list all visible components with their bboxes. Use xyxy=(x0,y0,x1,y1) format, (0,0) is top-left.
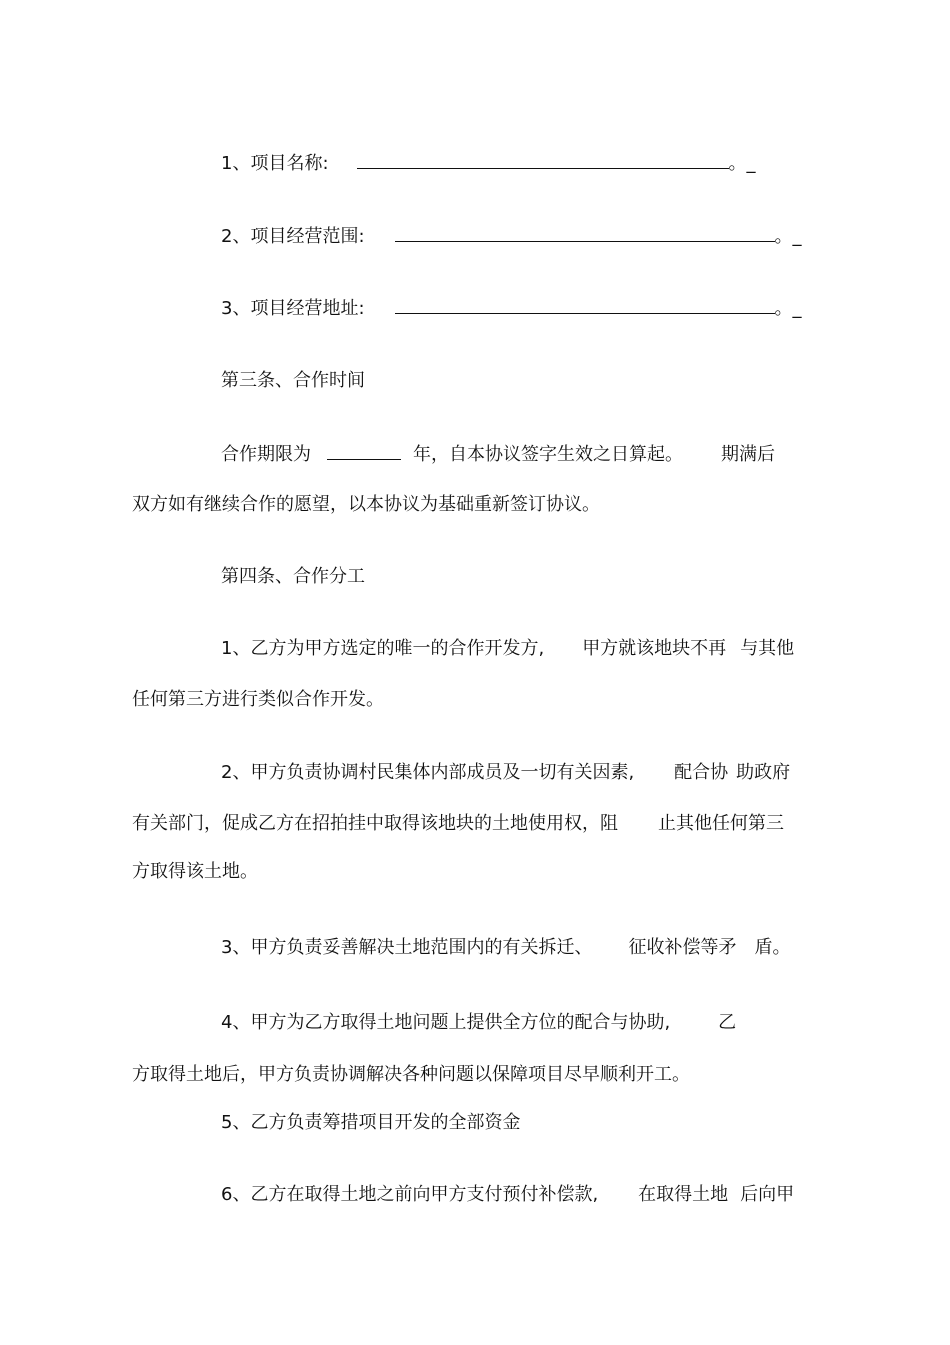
text-run: 助政府 xyxy=(736,762,791,783)
text-run: 2、甲方负责协调村民集体内部成员及一切有关因素, xyxy=(221,762,635,783)
item-label: 3、项目经营地址: xyxy=(221,298,365,319)
text-run: 后向甲 xyxy=(740,1184,795,1205)
clause4-line2: 方取得土地后，甲方负责协调解决各种问题以保障项目尽早顺利开工。 xyxy=(132,1064,690,1085)
article3-paragraph-line1 xyxy=(221,443,775,466)
text-run: 合作期限为 xyxy=(221,444,311,465)
item-project-scope xyxy=(221,225,802,248)
text-run: 1、乙方为甲方选定的唯一的合作开发方, xyxy=(221,638,545,659)
clause4-line1 xyxy=(221,1012,736,1034)
item-project-name xyxy=(221,152,756,175)
text-run: 4、甲方为乙方取得土地问题上提供全方位的配合与协助, xyxy=(221,1012,671,1033)
text-run: 甲方就该地块不再 xyxy=(582,638,727,659)
text-run: 征收补偿等矛 xyxy=(628,937,737,958)
item-label: 2、项目经营范围: xyxy=(221,226,365,247)
item-label: 1、项目名称: xyxy=(221,153,329,174)
article4-heading: 第四条、合作分工 xyxy=(221,566,365,587)
article3-heading: 第三条、合作时间 xyxy=(221,370,365,391)
fill-blank xyxy=(395,297,775,314)
text-run: 在取得土地 xyxy=(638,1184,729,1205)
fill-blank xyxy=(395,225,775,242)
clause2-line1 xyxy=(221,762,790,784)
fill-blank xyxy=(357,152,729,169)
clause2-line3: 方取得该土地。 xyxy=(132,861,258,882)
text-run: 配合协 xyxy=(674,762,729,783)
text-run: 盾。 xyxy=(754,937,791,958)
clause3-line1 xyxy=(221,937,790,959)
item-tail: 。_ xyxy=(774,226,802,247)
text-run: 有关部门，促成乙方在招拍挂中取得该地块的土地使用权，阻 xyxy=(132,813,618,834)
text-run: 止其他任何第三 xyxy=(658,813,784,834)
text-run: 3、甲方负责妥善解决土地范围内的有关拆迁、 xyxy=(221,937,593,958)
clause1-line2: 任何第三方进行类似合作开发。 xyxy=(132,689,384,710)
text-run: 乙 xyxy=(718,1012,737,1033)
article3-paragraph-line2: 双方如有继续合作的愿望，以本协议为基础重新签订协议。 xyxy=(132,494,600,515)
clause1-line1 xyxy=(221,638,794,660)
clause5-line1: 5、乙方负责筹措项目开发的全部资金 xyxy=(221,1112,521,1133)
item-tail: 。_ xyxy=(774,298,802,319)
fill-blank xyxy=(327,443,401,460)
text-run: 年，自本协议签字生效之日算起。 xyxy=(413,444,683,465)
text-run: 与其他 xyxy=(740,638,795,659)
text-run: 6、乙方在取得土地之前向甲方支付预付补偿款, xyxy=(221,1184,599,1205)
item-tail: 。_ xyxy=(728,153,756,174)
clause6-line1 xyxy=(221,1184,794,1206)
text-run: 期满后 xyxy=(721,444,775,465)
clause2-line2 xyxy=(132,813,784,835)
item-project-address xyxy=(221,297,802,320)
